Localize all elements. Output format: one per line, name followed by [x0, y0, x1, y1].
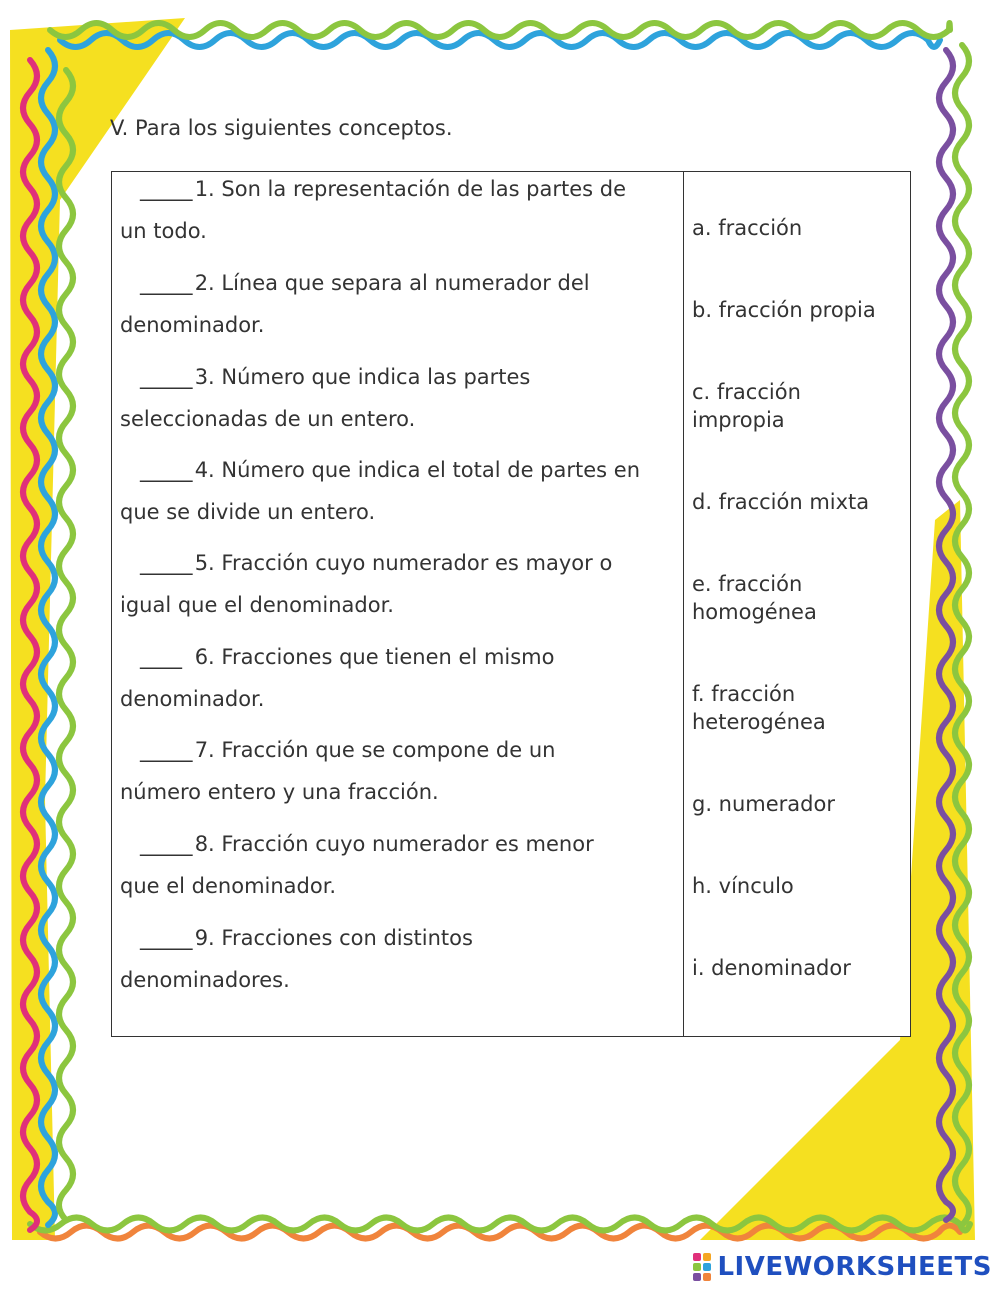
left-wave-green	[59, 70, 73, 1220]
question-1	[120, 168, 676, 252]
question-text: 5. Fracción cuyo numerador es mayor o	[194, 551, 613, 575]
question-text: 1. Son la representación de las partes de	[194, 177, 627, 201]
answer-blank-7[interactable]: _____	[140, 738, 193, 762]
question-text: 9. Fracciones con distintos	[194, 926, 473, 950]
question-continuation: número entero y una fracción.	[120, 780, 439, 804]
matching-table	[111, 171, 911, 1037]
option-e	[692, 570, 907, 626]
option-label: f. fracción	[692, 682, 796, 706]
question-8	[120, 823, 676, 907]
question-4	[120, 449, 676, 533]
question-9	[120, 917, 676, 1001]
question-continuation: que se divide un entero.	[120, 500, 376, 524]
option-c	[692, 378, 907, 434]
liveworksheets-logo[interactable]	[693, 1252, 992, 1282]
option-label: g. numerador	[692, 792, 835, 816]
option-label-cont: heterogénea	[692, 710, 826, 734]
question-text: 4. Número que indica el total de partes en	[194, 458, 641, 482]
option-f	[692, 680, 907, 736]
question-5	[120, 542, 676, 626]
question-continuation: denominador.	[120, 687, 265, 711]
section-heading: V. Para los siguientes conceptos.	[110, 116, 453, 140]
answer-blank-3[interactable]: _____	[140, 365, 193, 389]
answer-blank-6[interactable]: ____	[140, 645, 182, 669]
option-label: i. denominador	[692, 956, 851, 980]
answer-blank-9[interactable]: _____	[140, 926, 193, 950]
option-label: e. fracción	[692, 572, 803, 596]
option-d	[692, 488, 907, 516]
question-continuation: un todo.	[120, 219, 207, 243]
question-text: 6. Fracciones que tienen el mismo	[194, 645, 555, 669]
question-6	[120, 636, 676, 720]
question-continuation: igual que el denominador.	[120, 593, 394, 617]
question-text: 3. Número que indica las partes	[194, 365, 531, 389]
question-text: 2. Línea que separa al numerador del	[194, 271, 590, 295]
option-h	[692, 872, 907, 900]
option-g	[692, 790, 907, 818]
question-continuation: denominadores.	[120, 968, 290, 992]
option-label-cont: homogénea	[692, 600, 817, 624]
option-a	[692, 214, 907, 242]
option-label-cont: impropia	[692, 408, 785, 432]
answer-blank-8[interactable]: _____	[140, 832, 193, 856]
option-label: a. fracción	[692, 216, 803, 240]
question-continuation: denominador.	[120, 313, 265, 337]
answer-blank-1[interactable]: _____	[140, 177, 193, 201]
question-2	[120, 262, 676, 346]
option-b	[692, 296, 907, 324]
question-continuation: que el denominador.	[120, 874, 337, 898]
answer-blank-2[interactable]: _____	[140, 271, 193, 295]
question-text: 7. Fracción que se compone de un	[194, 738, 556, 762]
question-text: 8. Fracción cuyo numerador es menor	[194, 832, 594, 856]
logo-mark-icon	[693, 1253, 713, 1281]
option-i	[692, 954, 907, 982]
logo-text: LIVEWORKSHEETS	[717, 1252, 992, 1282]
question-7	[120, 729, 676, 813]
option-label: d. fracción mixta	[692, 490, 870, 514]
option-label: h. vínculo	[692, 874, 794, 898]
option-label: c. fracción	[692, 380, 801, 404]
top-wave-green	[50, 23, 950, 37]
question-continuation: seleccionadas de un entero.	[120, 407, 416, 431]
answer-blank-5[interactable]: _____	[140, 551, 193, 575]
column-divider	[683, 172, 684, 1036]
option-label: b. fracción propia	[692, 298, 876, 322]
question-3	[120, 356, 676, 440]
answer-blank-4[interactable]: _____	[140, 458, 193, 482]
